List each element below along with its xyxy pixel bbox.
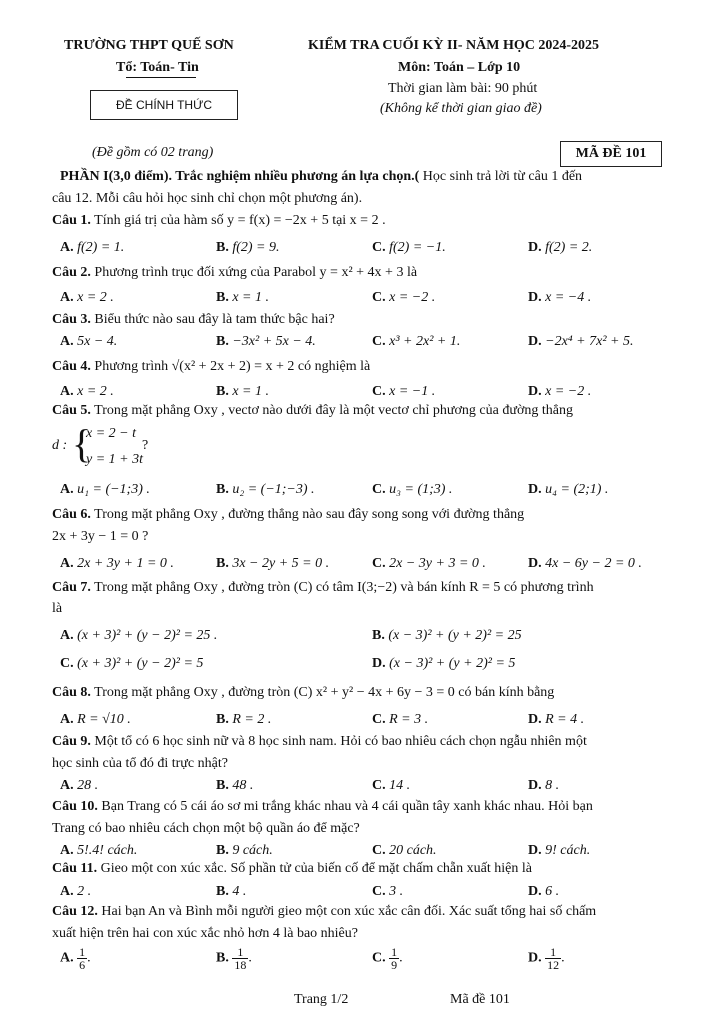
footer-code: Mã đề 101	[450, 992, 510, 1007]
option-d	[528, 556, 642, 572]
option-letter: B.	[216, 884, 229, 899]
option-d	[528, 778, 559, 794]
option-letter: D.	[528, 482, 542, 497]
question-12	[52, 905, 596, 919]
option-c	[60, 656, 203, 672]
option-text: f(2) = 1.	[77, 240, 125, 255]
fraction-denominator: 9	[391, 958, 398, 972]
option-text: u₁ = (−1;3) .	[77, 482, 150, 497]
option-b: B. $\frac{1}{18}$ .	[216, 945, 252, 972]
option-c	[372, 556, 486, 572]
option-letter: A.	[60, 290, 74, 305]
part1-instruction: Học sinh trả lời từ câu 1 đến	[419, 169, 583, 184]
fraction-denominator: 18	[234, 958, 247, 972]
question-3	[52, 313, 335, 327]
option-c	[372, 240, 446, 256]
option-letter: B.	[216, 778, 229, 793]
option-d	[528, 843, 590, 859]
option-text: −2x⁴ + 7x² + 5.	[545, 334, 634, 349]
option-text: 9! cách.	[545, 843, 591, 858]
option-letter: C.	[372, 334, 386, 349]
option-a	[60, 628, 217, 644]
question-label: Câu 9.	[52, 734, 91, 749]
option-letter: D.	[528, 950, 542, 966]
option-fraction	[389, 946, 399, 971]
option-text: 3x − 2y + 5 = 0 .	[232, 556, 330, 571]
question-text: Tính giá trị của hàm số y = f(x) = −2x + 5 tại x = 2 .	[94, 213, 386, 228]
exam-time-note: (Không kể thời gian giao đề)	[380, 101, 542, 116]
option-letter: C.	[372, 843, 386, 858]
option-a	[60, 884, 91, 900]
option-text: x = −2 .	[389, 290, 436, 305]
option-text: (x − 3)² + (y + 2)² = 5	[389, 656, 516, 671]
option-letter: D.	[528, 843, 542, 858]
question-text-cont: xuất hiện trên hai con xúc xắc nhỏ hơn 4 là bao nhiêu?	[52, 926, 358, 941]
system-brace: {	[72, 421, 92, 466]
question-label: Câu 12.	[52, 904, 98, 919]
option-text: 6 .	[545, 884, 560, 899]
official-badge: ĐỀ CHÍNH THỨC	[90, 90, 238, 120]
option-a	[60, 482, 150, 498]
system-eq-2: y = 1 + 3t	[86, 452, 143, 467]
option-text: x = 2 .	[77, 384, 114, 399]
question-text-cont: 2x + 3y − 1 = 0 ?	[52, 529, 149, 544]
question-text: Hai bạn An và Bình mỗi người gieo một con xúc xắc cân đối. Xác suất tổng hai số chấm	[101, 904, 597, 919]
option-text: x³ + 2x² + 1.	[389, 334, 461, 349]
option-c	[372, 778, 410, 794]
option-a	[60, 778, 98, 794]
question-text: Trong mặt phẳng Oxy , đường tròn (C) x² + y² − 4x + 6y − 3 = 0 có bán kính bằng	[94, 685, 555, 700]
option-text: 2 .	[77, 884, 92, 899]
question-11	[52, 862, 532, 876]
option-text: R = √10 .	[77, 712, 131, 727]
question-label: Câu 6.	[52, 507, 91, 522]
fraction-numerator: 1	[545, 946, 561, 959]
question-text: Trong mặt phẳng Oxy , đường tròn (C) có tâm I(3;−2) và bán kính R = 5 có phương trình	[94, 580, 594, 595]
option-d	[528, 290, 591, 306]
option-letter: C.	[60, 656, 74, 671]
option-text: (x + 3)² + (y − 2)² = 5	[77, 656, 204, 671]
option-letter: C.	[372, 384, 386, 399]
option-c	[372, 482, 452, 498]
option-fraction	[77, 946, 87, 971]
option-letter: A.	[60, 778, 74, 793]
question-label: Câu 10.	[52, 799, 98, 814]
option-a	[60, 290, 114, 306]
question-label: Câu 11.	[52, 861, 98, 876]
option-b	[216, 556, 329, 572]
option-c	[372, 384, 435, 400]
option-d: D. $\frac{1}{12}$ .	[528, 945, 565, 972]
fraction-numerator: 1	[391, 945, 398, 959]
option-letter: D.	[528, 556, 542, 571]
option-d	[528, 712, 584, 728]
option-text: R = 3 .	[389, 712, 429, 727]
option-letter: D.	[528, 884, 542, 899]
option-a	[60, 843, 137, 859]
question-6	[52, 508, 524, 522]
question-text: Trong mặt phẳng Oxy , đường thẳng nào sau đây song song với đường thẳng	[94, 507, 525, 522]
exam-time: Thời gian làm bài: 90 phút	[388, 81, 538, 96]
question-text: Trong mặt phẳng Oxy , vectơ nào dưới đây là một vectơ chỉ phương của đường thẳng	[94, 403, 573, 418]
option-c	[372, 843, 437, 859]
option-a	[60, 240, 124, 256]
option-letter: C.	[372, 884, 386, 899]
option-fraction	[232, 946, 248, 971]
department: Tổ: Toán- Tin	[116, 60, 199, 75]
option-letter: B.	[216, 384, 229, 399]
option-b	[216, 290, 269, 306]
option-text: 5x − 4.	[77, 334, 118, 349]
option-letter: B.	[216, 556, 229, 571]
option-letter: A.	[60, 843, 74, 858]
pages-note: (Đề gồm có 02 trang)	[92, 145, 214, 160]
dept-underline	[126, 77, 196, 78]
option-letter: B.	[216, 334, 229, 349]
system-label: d :	[52, 438, 68, 453]
option-text: x = −1 .	[389, 384, 436, 399]
option-b	[216, 843, 273, 859]
exam-subject: Môn: Toán – Lớp 10	[398, 60, 521, 75]
option-text: x = −2 .	[545, 384, 592, 399]
question-text: Một tổ có 6 học sinh nữ và 8 học sinh nam. Hỏi có bao nhiêu cách chọn ngẫu nhiên một	[94, 734, 587, 749]
option-text: (x + 3)² + (y − 2)² = 25 .	[77, 628, 218, 643]
option-letter: D.	[528, 384, 542, 399]
fraction-denominator: 12	[547, 958, 560, 972]
fraction-numerator: 1	[79, 945, 86, 959]
option-letter: B.	[216, 290, 229, 305]
question-text-cont: Trang có bao nhiêu cách chọn một bộ quần áo để mặc?	[52, 821, 360, 836]
option-text: −3x² + 5x − 4.	[232, 334, 316, 349]
option-d	[528, 384, 591, 400]
question-label: Câu 4.	[52, 359, 91, 374]
option-text: u₃ = (1;3) .	[389, 482, 453, 497]
question-label: Câu 5.	[52, 403, 91, 418]
option-text: 8 .	[545, 778, 560, 793]
part1-instruction-2: câu 12. Mỗi câu hỏi học sinh chỉ chọn một phương án).	[52, 191, 363, 206]
option-letter: C.	[372, 482, 386, 497]
option-a	[60, 334, 117, 350]
option-text: 3 .	[389, 884, 404, 899]
page-number: Trang 1/2	[294, 992, 349, 1007]
exam-title: KIỂM TRA CUỐI KỲ II- NĂM HỌC 2024-2025	[308, 38, 600, 53]
option-a: A. $\frac{1}{6}$ .	[60, 945, 91, 972]
option-text: R = 2 .	[232, 712, 272, 727]
option-text: u₄ = (2;1) .	[545, 482, 609, 497]
option-b	[216, 334, 316, 350]
option-a	[60, 712, 131, 728]
option-text: u₂ = (−1;−3) .	[232, 482, 315, 497]
option-text: x = −4 .	[545, 290, 592, 305]
option-text: 9 cách.	[232, 843, 273, 858]
option-letter: B.	[216, 712, 229, 727]
option-letter: D.	[528, 712, 542, 727]
option-text: 2x + 3y + 1 = 0 .	[77, 556, 174, 571]
question-text-cont: học sinh của tổ đó đi trực nhật?	[52, 756, 228, 771]
option-b	[216, 778, 253, 794]
question-label: Câu 3.	[52, 312, 91, 327]
option-letter: B.	[216, 843, 229, 858]
option-c: C. $\frac{1}{9}$ .	[372, 945, 403, 972]
question-text: Gieo một con xúc xắc. Số phần tử của biến cố để mặt chấm chẵn xuất hiện là	[100, 861, 532, 876]
question-text: Bạn Trang có 5 cái áo sơ mi trắng khác nhau và 4 cái quần tây xanh khác nhau. Hỏi bạn	[101, 799, 593, 814]
option-letter: C.	[372, 290, 386, 305]
option-text: 2x − 3y + 3 = 0 .	[389, 556, 486, 571]
system-end: ?	[142, 438, 149, 453]
option-letter: A.	[60, 334, 74, 349]
fraction-numerator: 1	[232, 946, 248, 959]
part1-title: PHẦN I(3,0 điểm). Trắc nghiệm nhiều phương án lựa chọn.(	[60, 169, 420, 184]
fraction-denominator: 6	[79, 958, 86, 972]
option-d	[528, 884, 559, 900]
option-letter: B.	[216, 482, 229, 497]
option-text: f(2) = −1.	[389, 240, 446, 255]
option-letter: A.	[60, 556, 74, 571]
option-a	[60, 384, 114, 400]
option-text: 48 .	[232, 778, 254, 793]
system-eq-1: x = 2 − t	[86, 426, 136, 441]
option-text: 20 cách.	[389, 843, 437, 858]
question-label: Câu 1.	[52, 213, 91, 228]
question-10	[52, 800, 593, 814]
question-4	[52, 360, 370, 374]
question-text: Phương trình trục đối xứng của Parabol y = x² + 4x + 3 là	[94, 265, 418, 280]
question-label: Câu 8.	[52, 685, 91, 700]
option-letter: D.	[528, 240, 542, 255]
option-text: x = 2 .	[77, 290, 114, 305]
option-d	[528, 240, 592, 256]
option-letter: A.	[60, 950, 74, 966]
option-b	[216, 240, 280, 256]
option-b	[372, 628, 522, 644]
option-b	[216, 884, 246, 900]
question-5	[52, 404, 573, 418]
question-2	[52, 266, 417, 280]
option-letter: B.	[216, 950, 229, 966]
option-letter: A.	[60, 240, 74, 255]
option-letter: D.	[372, 656, 386, 671]
option-b	[216, 384, 269, 400]
option-letter: A.	[60, 884, 74, 899]
option-letter: C.	[372, 712, 386, 727]
option-d	[528, 482, 608, 498]
option-a	[60, 556, 174, 572]
school-name: TRƯỜNG THPT QUẾ SƠN	[64, 38, 234, 53]
option-text: 28 .	[77, 778, 99, 793]
option-letter: A.	[60, 712, 74, 727]
option-text: 4x − 6y − 2 = 0 .	[545, 556, 642, 571]
option-text: 14 .	[389, 778, 411, 793]
option-c	[372, 712, 428, 728]
exam-code-box: MÃ ĐỀ 101	[560, 141, 662, 167]
option-letter: C.	[372, 778, 386, 793]
option-text: (x − 3)² + (y + 2)² = 25	[388, 628, 522, 643]
option-text: R = 4 .	[545, 712, 585, 727]
question-label: Câu 2.	[52, 265, 91, 280]
question-9	[52, 735, 587, 749]
question-8	[52, 686, 554, 700]
option-c	[372, 884, 403, 900]
question-label: Câu 7.	[52, 580, 91, 595]
option-letter: C.	[372, 556, 386, 571]
option-letter: B.	[372, 628, 385, 643]
option-letter: B.	[216, 240, 229, 255]
question-text-cont: là	[52, 601, 63, 616]
question-1	[52, 214, 386, 228]
option-letter: A.	[60, 628, 74, 643]
option-text: f(2) = 9.	[232, 240, 280, 255]
option-letter: C.	[372, 240, 386, 255]
option-text: f(2) = 2.	[545, 240, 593, 255]
option-text: 5!.4! cách.	[77, 843, 138, 858]
option-text: x = 1 .	[232, 290, 270, 305]
option-text: 4 .	[232, 884, 247, 899]
option-d	[372, 656, 515, 672]
option-letter: D.	[528, 290, 542, 305]
option-letter: D.	[528, 334, 542, 349]
option-letter: A.	[60, 384, 74, 399]
option-letter: A.	[60, 482, 74, 497]
option-letter: D.	[528, 778, 542, 793]
option-b	[216, 712, 271, 728]
option-b	[216, 482, 315, 498]
part1-title-line	[60, 170, 582, 184]
option-c	[372, 334, 460, 350]
option-d	[528, 334, 633, 350]
question-text: Biểu thức nào sau đây là tam thức bậc hai?	[94, 312, 335, 327]
option-letter: C.	[372, 950, 386, 966]
question-7	[52, 581, 594, 595]
question-text: Phương trình √(x² + 2x + 2) = x + 2 có nghiệm là	[94, 359, 371, 374]
option-fraction	[545, 946, 561, 971]
option-c	[372, 290, 435, 306]
option-text: x = 1 .	[232, 384, 270, 399]
